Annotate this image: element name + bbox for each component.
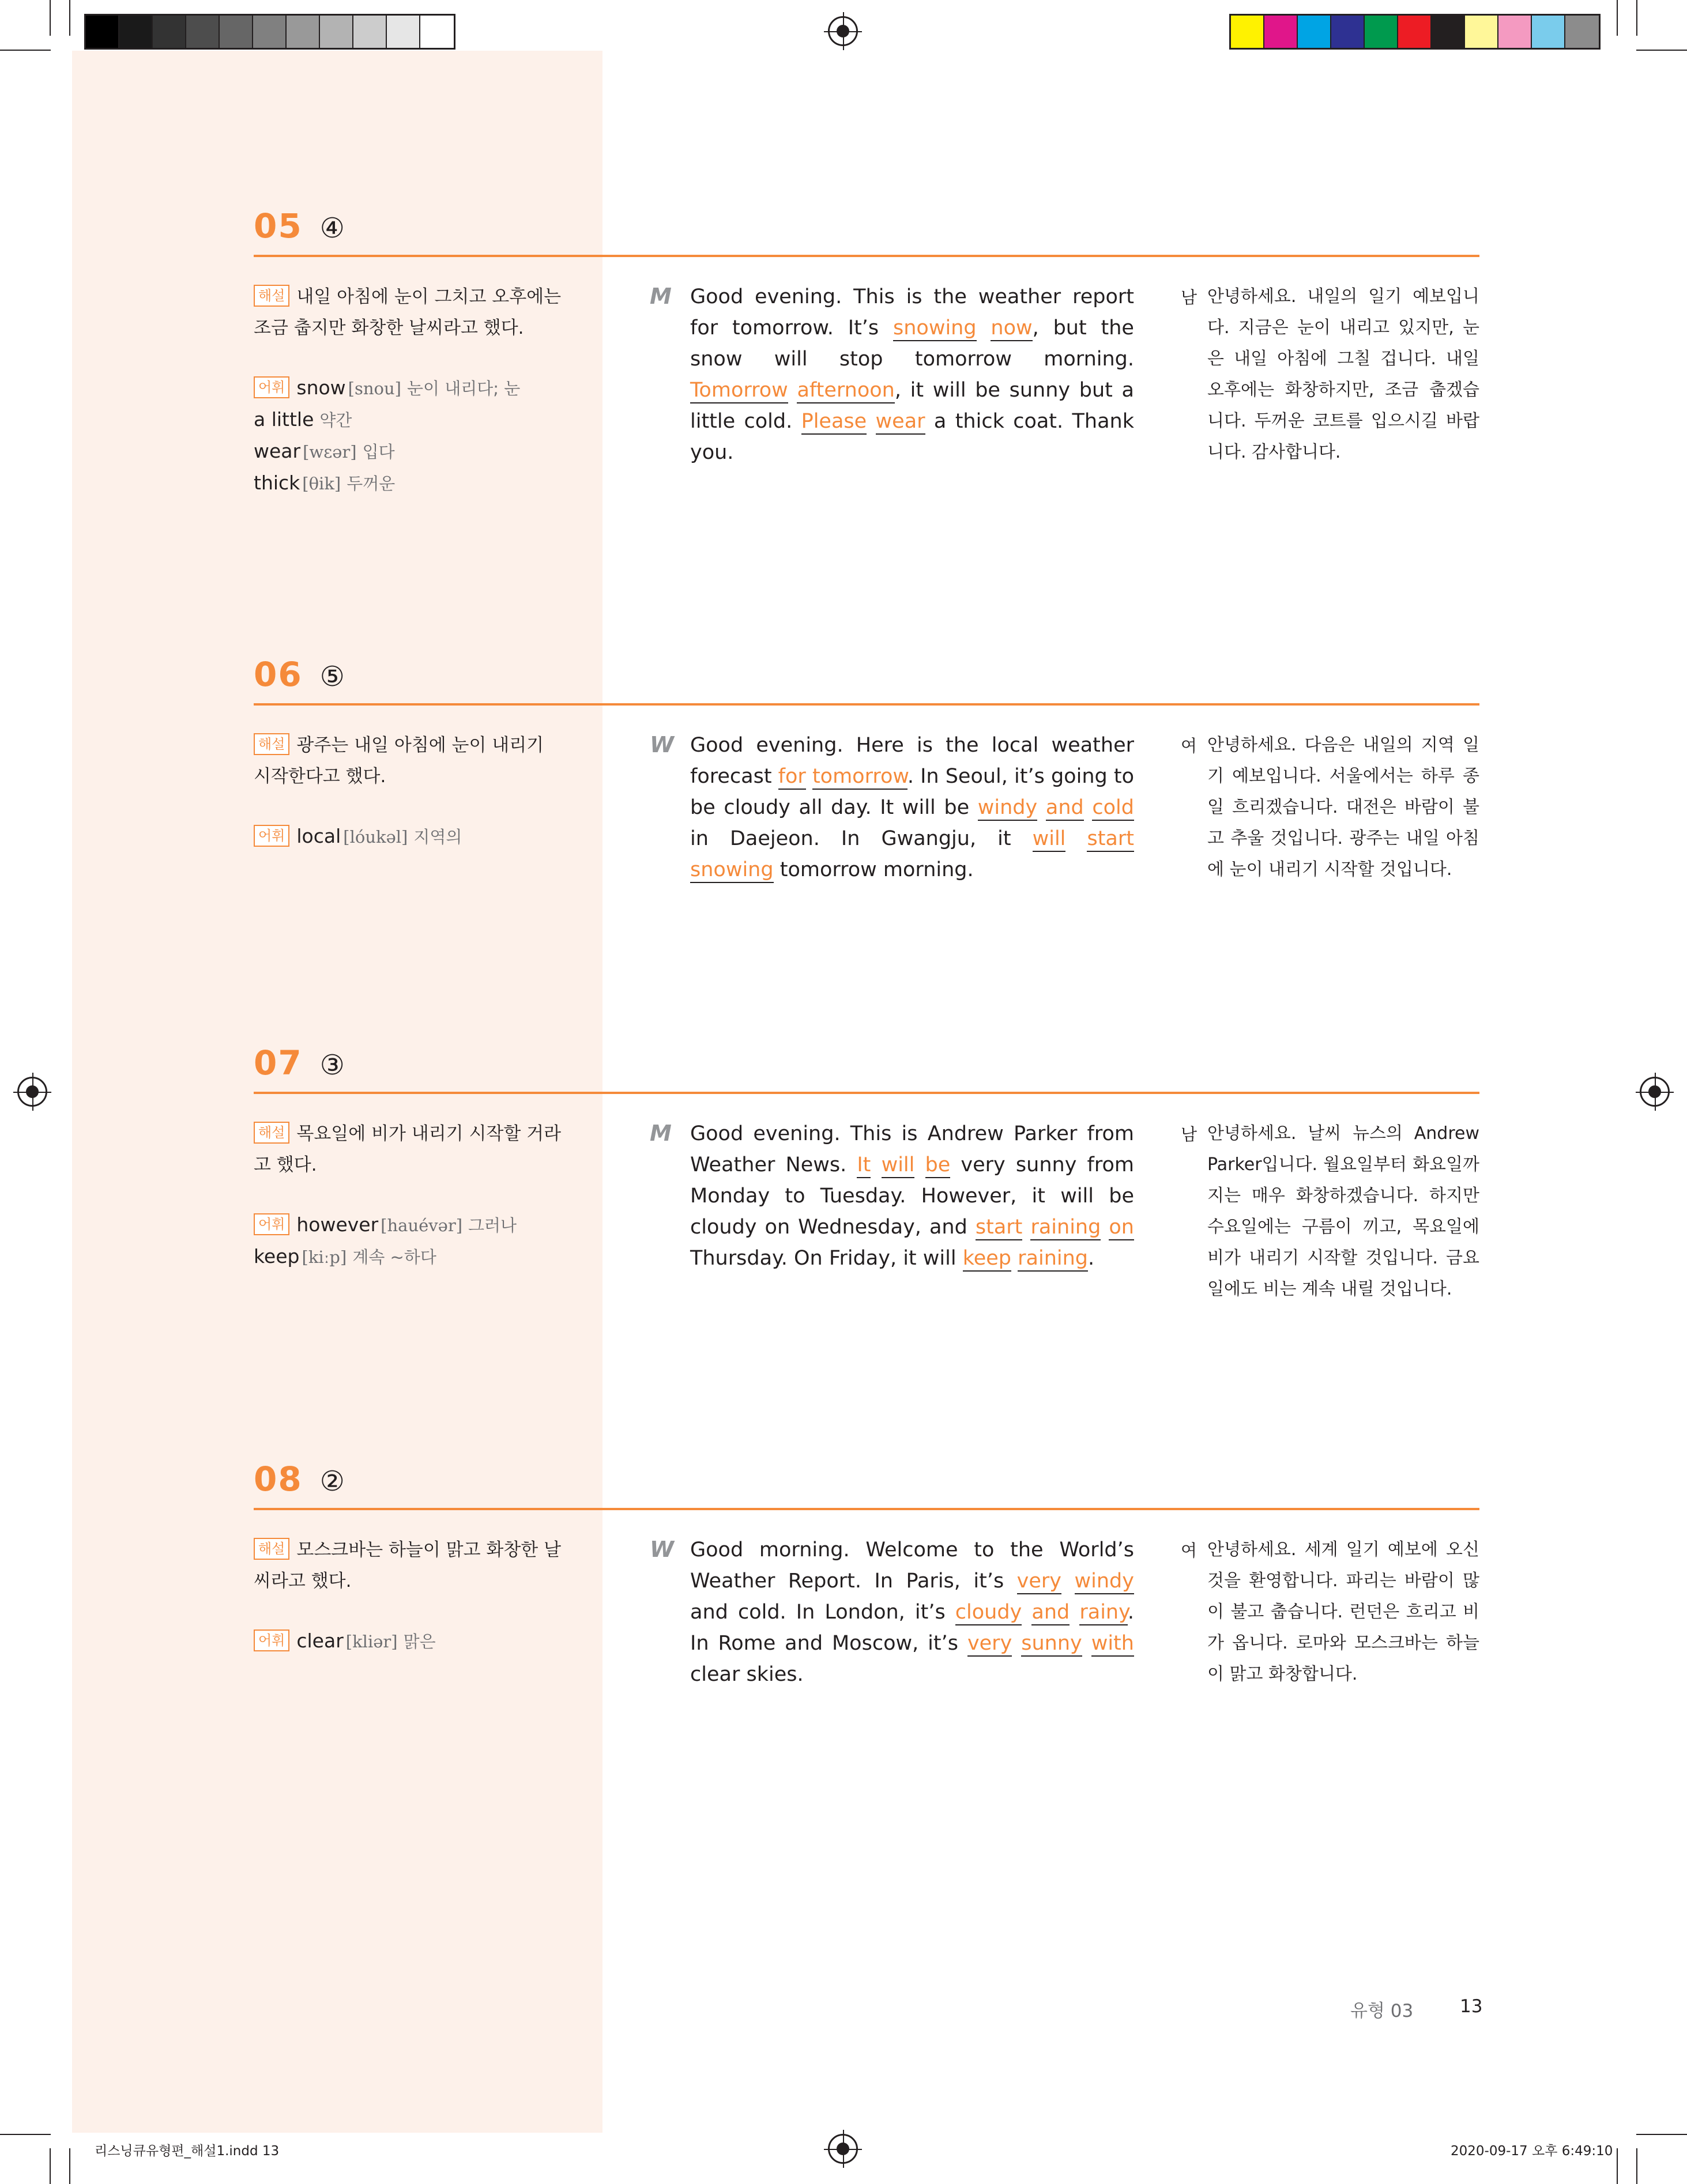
vocab-tag: 어휘 (254, 1629, 289, 1651)
script-text: . In Seoul, it’s going to be cloudy all day. It will be (690, 765, 1134, 819)
dictation-answer: raining (1018, 1247, 1088, 1272)
dictation-answer: start (976, 1216, 1023, 1240)
swatch (1398, 16, 1432, 48)
dictation-answer: start (1087, 827, 1134, 852)
vocab-tag: 어휘 (254, 825, 289, 847)
swatch (186, 16, 220, 48)
speaker-label: M (650, 284, 672, 309)
script-text (1022, 1601, 1031, 1624)
crop-mark (1617, 2148, 1618, 2184)
vocab-item (254, 372, 565, 404)
vocab-meaning: 약간 (319, 410, 352, 430)
dictation-answer: tomorrow (812, 765, 907, 790)
listening-script (690, 730, 1134, 885)
script-text (1012, 1632, 1021, 1655)
vocab-meaning: 계속 ~하다 (352, 1247, 436, 1267)
dictation-answer: keep (963, 1247, 1011, 1272)
script-text: , it will be sunny but a little cold. (690, 379, 1134, 433)
dictation-answer: snowing (893, 316, 977, 341)
script-text (788, 379, 797, 402)
question-number: 06 (254, 655, 303, 694)
answer-choice: ⑤ (319, 661, 345, 693)
speaker-label: W (650, 1537, 674, 1562)
vocab-meaning: 그러나 (468, 1216, 517, 1235)
dictation-answer: afternoon (797, 379, 894, 403)
swatch (287, 16, 320, 48)
vocab-meaning: 두꺼운 (347, 474, 396, 493)
swatch (420, 16, 454, 48)
dictation-answer: will (882, 1153, 915, 1178)
dictation-answer: cloudy (955, 1601, 1022, 1625)
listening-script (690, 281, 1134, 468)
script-text: , but the snow will stop tomorrow morning. (690, 316, 1134, 371)
korean-translation: 안녕하세요. 다음은 내일의 지역 일기 예보입니다. 서울에서는 하루 종일 흐리겠습니다. 대전은 바람이 불고 추울 것입니다. 광주는 내일 아침에 눈이 내리기 시작할 것입니다. (1207, 735, 1479, 880)
explanation (254, 281, 565, 344)
vocab-meaning: 눈이 내리다; 눈 (407, 379, 521, 398)
page-number: 13 (1460, 1996, 1483, 2017)
vocab-pronunciation: [lóukəl] (343, 827, 408, 847)
script-text (1061, 1570, 1074, 1593)
answer-choice: ③ (319, 1049, 345, 1081)
korean-translation: 안녕하세요. 날씨 뉴스의 Andrew Parker입니다. 월요일부터 화요일까지는 매우 화창하겠습니다. 하지만 수요일에는 구름이 끼고, 목요일에 비가 내리기 시작할 것입니다. 금요일에도 비는 계속 내릴 것입니다. (1207, 1123, 1479, 1299)
explanation-panel (254, 1118, 565, 1273)
swatch (153, 16, 186, 48)
crop-mark (1636, 2134, 1687, 2135)
explanation (254, 1534, 565, 1597)
script-text: in Daejeon. In Gwangju, it (690, 827, 1033, 850)
dictation-answer: very (1017, 1570, 1061, 1594)
dictation-answer: snowing (690, 858, 774, 883)
vocab-pronunciation: [wɛər] (303, 442, 357, 462)
crop-mark (1636, 0, 1637, 36)
crop-mark (50, 0, 51, 36)
dictation-answer: and (1046, 796, 1084, 821)
script-text (871, 1153, 881, 1176)
explanation-text: 모스크바는 하늘이 맑고 화창한 날씨라고 했다. (254, 1540, 562, 1591)
swatch (86, 16, 119, 48)
vocab-item (254, 1209, 565, 1241)
vocab-pronunciation: [kiːp] (302, 1247, 347, 1267)
script-text: and cold. In London, it’s (690, 1601, 955, 1624)
swatch (1465, 16, 1498, 48)
explanation-panel (254, 1534, 565, 1657)
script-text: . In Rome and Moscow, it’s (690, 1601, 1134, 1655)
question-header (254, 655, 345, 694)
dictation-answer: windy (1075, 1570, 1134, 1594)
script-text (1101, 1216, 1109, 1239)
registration-mark-right (1640, 1077, 1670, 1107)
question-header (254, 1043, 345, 1082)
script-text (1037, 796, 1046, 819)
swatch (1331, 16, 1365, 48)
explanation-text: 내일 아침에 눈이 그치고 오후에는 조금 춥지만 화창한 날씨라고 했다. (254, 286, 562, 338)
script-text: Good evening. Here is the local weather forecast (690, 734, 1134, 788)
swatch (119, 16, 153, 48)
script-text: Good evening. This is the weather report for tomorrow. It’s (690, 285, 1134, 340)
explanation-panel (254, 281, 565, 499)
dictation-answer: be (925, 1153, 951, 1178)
dictation-answer: with (1091, 1632, 1134, 1657)
swatch (1432, 16, 1465, 48)
script-text (1011, 1247, 1018, 1270)
vocab-item (254, 467, 565, 499)
dictation-answer: cold (1092, 796, 1134, 821)
footer-type-label: 유형 03 (1350, 2001, 1414, 2021)
dictation-answer: windy (978, 796, 1037, 821)
question-number: 08 (254, 1459, 303, 1499)
swatch (220, 16, 253, 48)
crop-mark (69, 0, 70, 36)
script-text (1070, 1601, 1079, 1624)
korean-translation: 안녕하세요. 세계 일기 예보에 오신 것을 환영합니다. 파리는 바람이 많이 불고 춥습니다. 런던은 흐리고 비가 옵니다. 로마와 모스크바는 하늘이 맑고 화창합니다. (1207, 1540, 1479, 1684)
vocab-word: local (296, 825, 341, 847)
print-slug-file: 리스닝큐유형편_해설1.indd 13 (95, 2144, 280, 2159)
question-number: 07 (254, 1043, 303, 1082)
section-rule (254, 255, 1479, 257)
vocab-word: keep (254, 1245, 300, 1268)
korean-speaker-label: 여 (1181, 1541, 1198, 1560)
dictation-answer: now (991, 316, 1032, 341)
vocab-item (254, 821, 565, 853)
script-text (1084, 796, 1093, 819)
swatch (1264, 16, 1298, 48)
registration-mark-bottom (828, 2134, 858, 2164)
vocab-tag: 어휘 (254, 1213, 289, 1235)
vocab-word: snow (296, 376, 346, 399)
dictation-answer: very (967, 1632, 1012, 1657)
vocab-pronunciation: [snou] (348, 379, 401, 398)
swatch (353, 16, 387, 48)
vocab-item (254, 404, 565, 436)
crop-mark (1636, 2148, 1637, 2184)
script-text: clear skies. (690, 1663, 804, 1686)
script-text (977, 316, 991, 340)
vocab-word: wear (254, 440, 301, 462)
script-text (1022, 1216, 1030, 1239)
korean-speaker-label: 남 (1181, 1125, 1198, 1144)
crop-mark (69, 2148, 70, 2184)
vocab-word: a little (254, 408, 314, 431)
script-text: Thursday. On Friday, it will (690, 1247, 963, 1270)
dictation-answer: and (1031, 1601, 1070, 1625)
vocab-item (254, 1625, 565, 1657)
script-text (1065, 827, 1087, 850)
explanation-tag: 해설 (254, 1122, 289, 1144)
question-number: 05 (254, 206, 303, 246)
explanation-panel (254, 730, 565, 853)
explanation-tag: 해설 (254, 733, 289, 755)
vocab-word: clear (296, 1629, 344, 1652)
explanation-text: 목요일에 비가 내리기 시작할 거라고 했다. (254, 1123, 562, 1175)
script-text: a thick coat. Thank you. (690, 410, 1134, 464)
korean-speaker-label: 남 (1181, 288, 1198, 307)
vocab-meaning: 지역의 (413, 827, 462, 847)
swatch (387, 16, 420, 48)
swatch (1565, 16, 1599, 48)
question-header (254, 206, 345, 246)
swatch (1532, 16, 1565, 48)
vocab-word: thick (254, 471, 300, 494)
question-header (254, 1459, 345, 1499)
dictation-answer: wear (876, 410, 925, 435)
speaker-label: W (650, 732, 674, 757)
dictation-answer: sunny (1021, 1632, 1082, 1657)
script-text (806, 765, 812, 788)
explanation (254, 1118, 565, 1180)
script-text (867, 410, 875, 433)
script-text: Good evening. This is Andrew Parker from Weather News. (690, 1122, 1134, 1176)
dictation-answer: Tomorrow (690, 379, 788, 403)
dictation-answer: will (1033, 827, 1066, 852)
vocab-pronunciation: [θik] (302, 474, 341, 493)
dictation-answer: raining (1030, 1216, 1101, 1240)
swatch (1498, 16, 1532, 48)
answer-choice: ② (319, 1465, 345, 1498)
swatch (1231, 16, 1264, 48)
print-slug-timestamp: 2020-09-17 오후 6:49:10 (1451, 2144, 1613, 2159)
vocab-pronunciation: [kliər] (345, 1632, 398, 1651)
answer-choice: ④ (319, 212, 345, 244)
swatch (253, 16, 287, 48)
script-text: Good morning. Welcome to the World’s Weather Report. In Paris, it’s (690, 1538, 1134, 1593)
registration-mark-left (17, 1077, 47, 1107)
vocab-pronunciation: [hauévər] (381, 1216, 463, 1235)
swatch (1298, 16, 1331, 48)
crop-mark (50, 2148, 51, 2184)
dictation-answer: on (1109, 1216, 1134, 1240)
color-calibration-bar (1229, 14, 1601, 50)
section-rule (254, 1508, 1479, 1510)
vocab-item (254, 1241, 565, 1273)
vocab-tag: 어휘 (254, 376, 289, 398)
dictation-answer: It (857, 1153, 871, 1178)
dictation-answer: Please (801, 410, 867, 435)
script-text (914, 1153, 925, 1176)
swatch (1365, 16, 1398, 48)
script-text: tomorrow morning. (773, 858, 974, 881)
listening-script (690, 1534, 1134, 1690)
speaker-label: M (650, 1121, 672, 1146)
crop-mark (0, 2134, 51, 2135)
registration-mark-top (828, 16, 858, 46)
korean-speaker-label: 여 (1181, 736, 1198, 756)
vocab-word: however (296, 1213, 379, 1236)
explanation-tag: 해설 (254, 285, 289, 307)
script-text: . (1088, 1247, 1095, 1270)
vocab-meaning: 맑은 (403, 1632, 436, 1651)
swatch (320, 16, 353, 48)
vocab-meaning: 입다 (362, 442, 395, 462)
crop-mark (1617, 0, 1618, 36)
listening-script (690, 1118, 1134, 1274)
dictation-answer: rainy (1079, 1601, 1127, 1625)
vocab-item (254, 436, 565, 467)
dictation-answer: for (778, 765, 806, 790)
section-rule (254, 703, 1479, 706)
crop-mark (0, 50, 51, 51)
grayscale-calibration-bar (84, 14, 455, 50)
korean-translation: 안녕하세요. 내일의 일기 예보입니다. 지금은 눈이 내리고 있지만, 눈은 내일 아침에 그칠 겁니다. 내일 오후에는 화창하지만, 조금 춥겠습니다. 두꺼운 코트를 입으시길 바랍니다. 감사합니다. (1207, 286, 1479, 462)
explanation-text: 광주는 내일 아침에 눈이 내리기 시작한다고 했다. (254, 735, 544, 787)
crop-mark (1636, 50, 1687, 51)
script-text (1082, 1632, 1091, 1655)
script-text: very sunny from Monday to Tuesday. However, it will be cloudy on Wednesday, and (690, 1153, 1134, 1239)
explanation (254, 730, 565, 792)
section-rule (254, 1092, 1479, 1094)
explanation-tag: 해설 (254, 1538, 289, 1560)
